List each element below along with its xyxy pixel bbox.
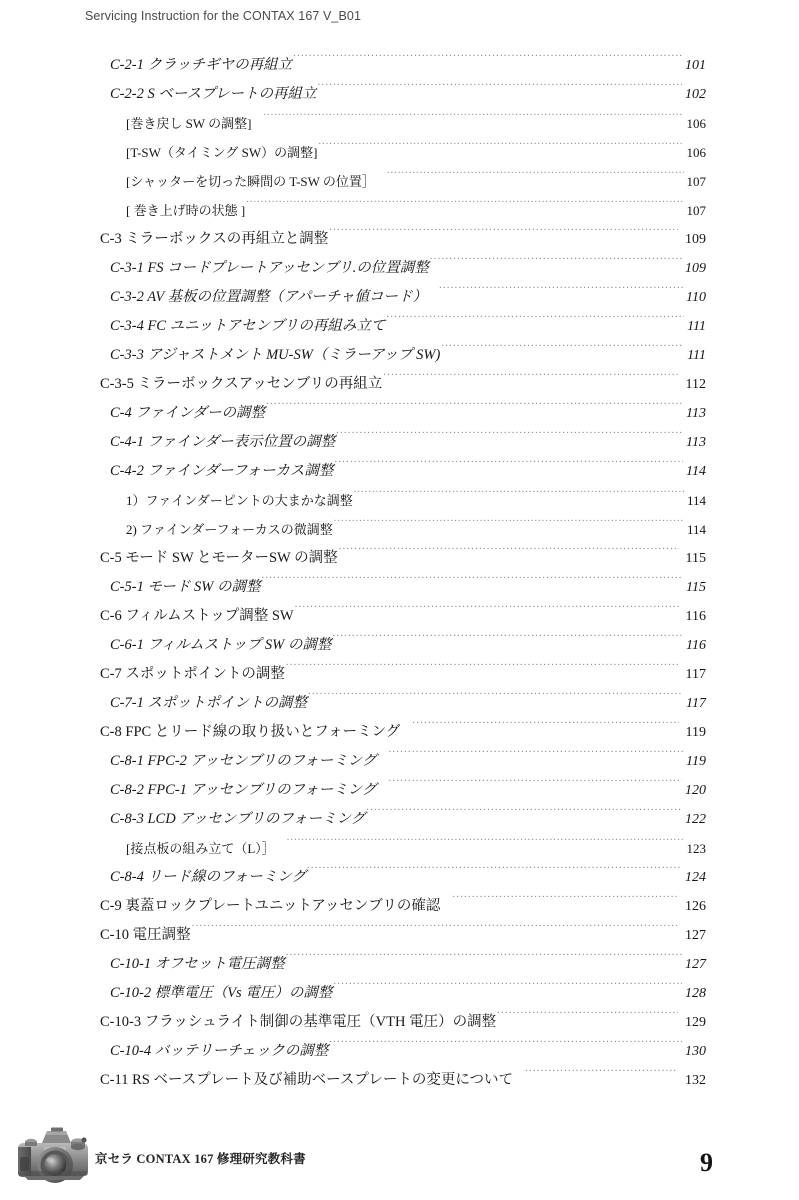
toc-entry-title: C-8-2 FPC-1 アッセンブリのフォーミング <box>110 782 377 798</box>
toc-entry-page-number: 114 <box>686 522 706 537</box>
toc-entry-page-number: 114 <box>686 464 706 479</box>
toc-entry-title: C-2-1 クラッチギヤの再組立 <box>110 57 293 73</box>
running-header: Servicing Instruction for the CONTAX 167 V_B01 <box>85 9 362 23</box>
toc-leader-dots <box>412 720 678 736</box>
toc-entry[interactable] <box>0 544 799 573</box>
toc-entry-page-number: 106 <box>686 116 706 131</box>
toc-entry-page-number: 111 <box>687 319 706 334</box>
toc-leader-dots <box>286 952 682 968</box>
toc-leader-dots <box>387 170 684 186</box>
toc-entry[interactable] <box>0 515 799 544</box>
toc-entry-page-number: 101 <box>685 58 706 73</box>
slr-camera-photo-icon <box>14 1123 94 1189</box>
toc-entry[interactable] <box>0 196 799 225</box>
toc-leader-dots <box>354 489 684 505</box>
toc-leader-dots <box>441 343 684 359</box>
toc-entry[interactable] <box>0 370 799 399</box>
toc-entry[interactable] <box>0 805 799 834</box>
toc-entry[interactable] <box>0 602 799 631</box>
toc-leader-dots <box>246 199 683 215</box>
toc-entry[interactable] <box>0 109 799 138</box>
toc-entry-page-number: 110 <box>686 290 706 305</box>
toc-leader-dots <box>334 518 684 534</box>
toc-entry-title: [T-SW（タイミング SW）の調整] <box>126 145 318 160</box>
toc-entry-title: C-3-4 FC ユニットアセンブリの再組み立て <box>110 318 386 334</box>
toc-entry-title: 2) ファインダーフォーカスの微調整 <box>126 522 333 537</box>
toc-entry[interactable] <box>0 312 799 341</box>
toc-entry-title: C-6-1 フィルムストップ SW の調整 <box>110 637 332 653</box>
toc-entry-page-number: 130 <box>685 1044 706 1059</box>
toc-entry-page-number: 113 <box>686 406 706 421</box>
toc-entry-title: C-7 スポットポイントの調整 <box>100 666 285 682</box>
toc-entry-page-number: 132 <box>685 1073 706 1088</box>
toc-entry[interactable] <box>0 341 799 370</box>
toc-leader-dots <box>192 923 678 939</box>
toc-leader-dots <box>318 141 683 157</box>
toc-leader-dots <box>334 459 683 475</box>
toc-entry[interactable] <box>0 892 799 921</box>
toc-entry[interactable] <box>0 457 799 486</box>
toc-entry-title: C-10-3 フラッシュライト制御の基準電圧（VTH 電圧）の調整 <box>100 1014 497 1030</box>
toc-leader-dots <box>329 227 678 243</box>
toc-entry-title: C-4-2 ファインダーフォーカス調整 <box>110 463 334 479</box>
toc-entry[interactable] <box>0 776 799 805</box>
toc-entry[interactable] <box>0 660 799 689</box>
toc-entry-page-number: 107 <box>686 174 706 189</box>
toc-entry-page-number: 119 <box>686 754 706 769</box>
toc-entry-page-number: 112 <box>685 377 706 392</box>
toc-entry[interactable] <box>0 921 799 950</box>
toc-leader-dots <box>452 894 678 910</box>
toc-entry-title: C-10-4 バッテリーチェックの調整 <box>110 1043 329 1059</box>
toc-entry-page-number: 127 <box>685 957 706 972</box>
toc-entry[interactable] <box>0 225 799 254</box>
table-of-contents <box>0 51 799 1095</box>
toc-leader-dots <box>386 314 684 330</box>
toc-leader-dots <box>383 372 678 388</box>
toc-entry-title: C-7-1 スポットポイントの調整 <box>110 695 307 711</box>
toc-leader-dots <box>329 1039 682 1055</box>
toc-entry[interactable] <box>0 399 799 428</box>
toc-entry-page-number: 127 <box>685 928 706 943</box>
toc-entry-title: [シャッターを切った瞬間の T-SW の位置］ <box>126 174 375 189</box>
toc-entry[interactable] <box>0 718 799 747</box>
toc-entry-page-number: 119 <box>685 725 706 740</box>
toc-entry-page-number: 106 <box>686 145 706 160</box>
toc-leader-dots <box>266 401 683 417</box>
toc-entry-title: C-5-1 モード SW の調整 <box>110 579 261 595</box>
toc-leader-dots <box>333 981 682 997</box>
toc-entry-title: [接点板の組み立て（L）］ <box>126 841 275 856</box>
toc-leader-dots <box>295 604 679 620</box>
toc-entry-page-number: 117 <box>685 667 706 682</box>
toc-entry[interactable] <box>0 138 799 167</box>
toc-entry-page-number: 111 <box>687 348 706 363</box>
toc-entry-title: C-11 RS ベースプレート及び補助ベースプレートの変更について <box>100 1072 514 1088</box>
toc-entry-title: C-5 モード SW とモーターSW の調整 <box>100 550 338 566</box>
toc-entry-title: [巻き戻し SW の調整] <box>126 116 252 131</box>
toc-leader-dots <box>439 285 683 301</box>
toc-entry-page-number: 116 <box>685 609 706 624</box>
toc-entry-title: C-10 電圧調整 <box>100 927 191 943</box>
toc-leader-dots <box>308 691 683 707</box>
toc-leader-dots <box>336 430 683 446</box>
toc-leader-dots <box>261 575 683 591</box>
toc-entry-title: C-3-2 AV 基板の位置調整（アパーチャ値コード） <box>110 289 427 305</box>
toc-entry-title: C-10-1 オフセット電圧調整 <box>110 956 285 972</box>
page-footer <box>0 1100 799 1200</box>
toc-entry[interactable] <box>0 979 799 1008</box>
toc-entry-page-number: 129 <box>685 1015 706 1030</box>
toc-leader-dots <box>339 546 679 562</box>
toc-entry[interactable] <box>0 689 799 718</box>
toc-entry-title: [ 巻き上げ時の状態 ] <box>126 203 246 218</box>
toc-entry[interactable] <box>0 428 799 457</box>
toc-entry-page-number: 109 <box>685 261 706 276</box>
toc-entry[interactable] <box>0 254 799 283</box>
toc-entry-title: C-4 ファインダーの調整 <box>110 405 266 421</box>
toc-entry[interactable] <box>0 51 799 80</box>
toc-entry-page-number: 120 <box>685 783 706 798</box>
toc-entry[interactable] <box>0 863 799 892</box>
toc-entry-page-number: 124 <box>685 870 706 885</box>
toc-entry[interactable] <box>0 486 799 515</box>
toc-entry-title: C-8 FPC とリード線の取り扱いとフォーミング <box>100 724 401 740</box>
toc-entry[interactable] <box>0 631 799 660</box>
toc-entry-title: C-8-4 リード線のフォーミング <box>110 869 306 885</box>
toc-entry-title: C-8-1 FPC-2 アッセンブリのフォーミング <box>110 753 377 769</box>
toc-leader-dots <box>286 662 679 678</box>
toc-entry-page-number: 117 <box>686 696 706 711</box>
toc-entry[interactable] <box>0 80 799 109</box>
toc-leader-dots <box>332 633 683 649</box>
toc-entry[interactable] <box>0 1037 799 1066</box>
toc-leader-dots <box>388 778 682 794</box>
toc-entry-page-number: 115 <box>686 580 706 595</box>
toc-entry-page-number: 123 <box>686 841 706 856</box>
toc-entry[interactable] <box>0 950 799 979</box>
footer-imprint: 京セラ CONTAX 167 修理研究教科書 <box>95 1152 306 1166</box>
toc-entry-title: C-3-3 アジャストメント MU-SW（ミラーアップ SW) <box>110 347 441 363</box>
toc-entry[interactable] <box>0 167 799 196</box>
page-number: 9 <box>700 1148 713 1177</box>
toc-entry-title: C-8-3 LCD アッセンブリのフォーミング <box>110 811 366 827</box>
toc-entry[interactable] <box>0 1008 799 1037</box>
toc-entry-page-number: 126 <box>685 899 706 914</box>
toc-leader-dots <box>430 256 682 272</box>
toc-entry-title: C-3-5 ミラーボックスアッセンブリの再組立 <box>100 376 383 392</box>
toc-entry[interactable] <box>0 573 799 602</box>
toc-entry-page-number: 122 <box>685 812 706 827</box>
toc-leader-dots <box>497 1010 678 1026</box>
toc-entry-page-number: 107 <box>686 203 706 218</box>
toc-entry[interactable] <box>0 834 799 863</box>
toc-entry-page-number: 115 <box>685 551 706 566</box>
toc-entry-title: C-2-2 S ベースプレートの再組立 <box>110 86 317 102</box>
toc-entry-title: C-4-1 ファインダー表示位置の調整 <box>110 434 336 450</box>
toc-leader-dots <box>318 82 682 98</box>
toc-entry[interactable] <box>0 1066 799 1095</box>
toc-entry-title: C-9 裏蓋ロックプレートユニットアッセンブリの確認 <box>100 898 441 914</box>
toc-leader-dots <box>293 53 682 69</box>
toc-entry-title: C-6 フィルムストップ調整 SW <box>100 608 294 624</box>
toc-entry-title: C-10-2 標準電圧（Vs 電圧）の調整 <box>110 985 333 1001</box>
toc-leader-dots <box>525 1068 678 1084</box>
toc-leader-dots <box>307 865 682 881</box>
toc-entry[interactable] <box>0 747 799 776</box>
toc-entry-page-number: 114 <box>686 493 706 508</box>
toc-leader-dots <box>388 749 683 765</box>
toc-entry-title: C-3 ミラーボックスの再組立と調整 <box>100 231 329 247</box>
toc-entry-page-number: 109 <box>685 232 706 247</box>
toc-entry-page-number: 128 <box>685 986 706 1001</box>
toc-entry-page-number: 116 <box>686 638 706 653</box>
toc-leader-dots <box>366 807 682 823</box>
toc-entry-page-number: 102 <box>685 87 706 102</box>
toc-leader-dots <box>287 837 684 853</box>
toc-entry-page-number: 113 <box>686 435 706 450</box>
toc-entry-title: 1）ファインダーピントの大まかな調整 <box>126 493 353 508</box>
toc-entry[interactable] <box>0 283 799 312</box>
toc-leader-dots <box>263 112 683 128</box>
toc-entry-title: C-3-1 FS コードプレートアッセンブリ.の位置調整 <box>110 260 429 276</box>
